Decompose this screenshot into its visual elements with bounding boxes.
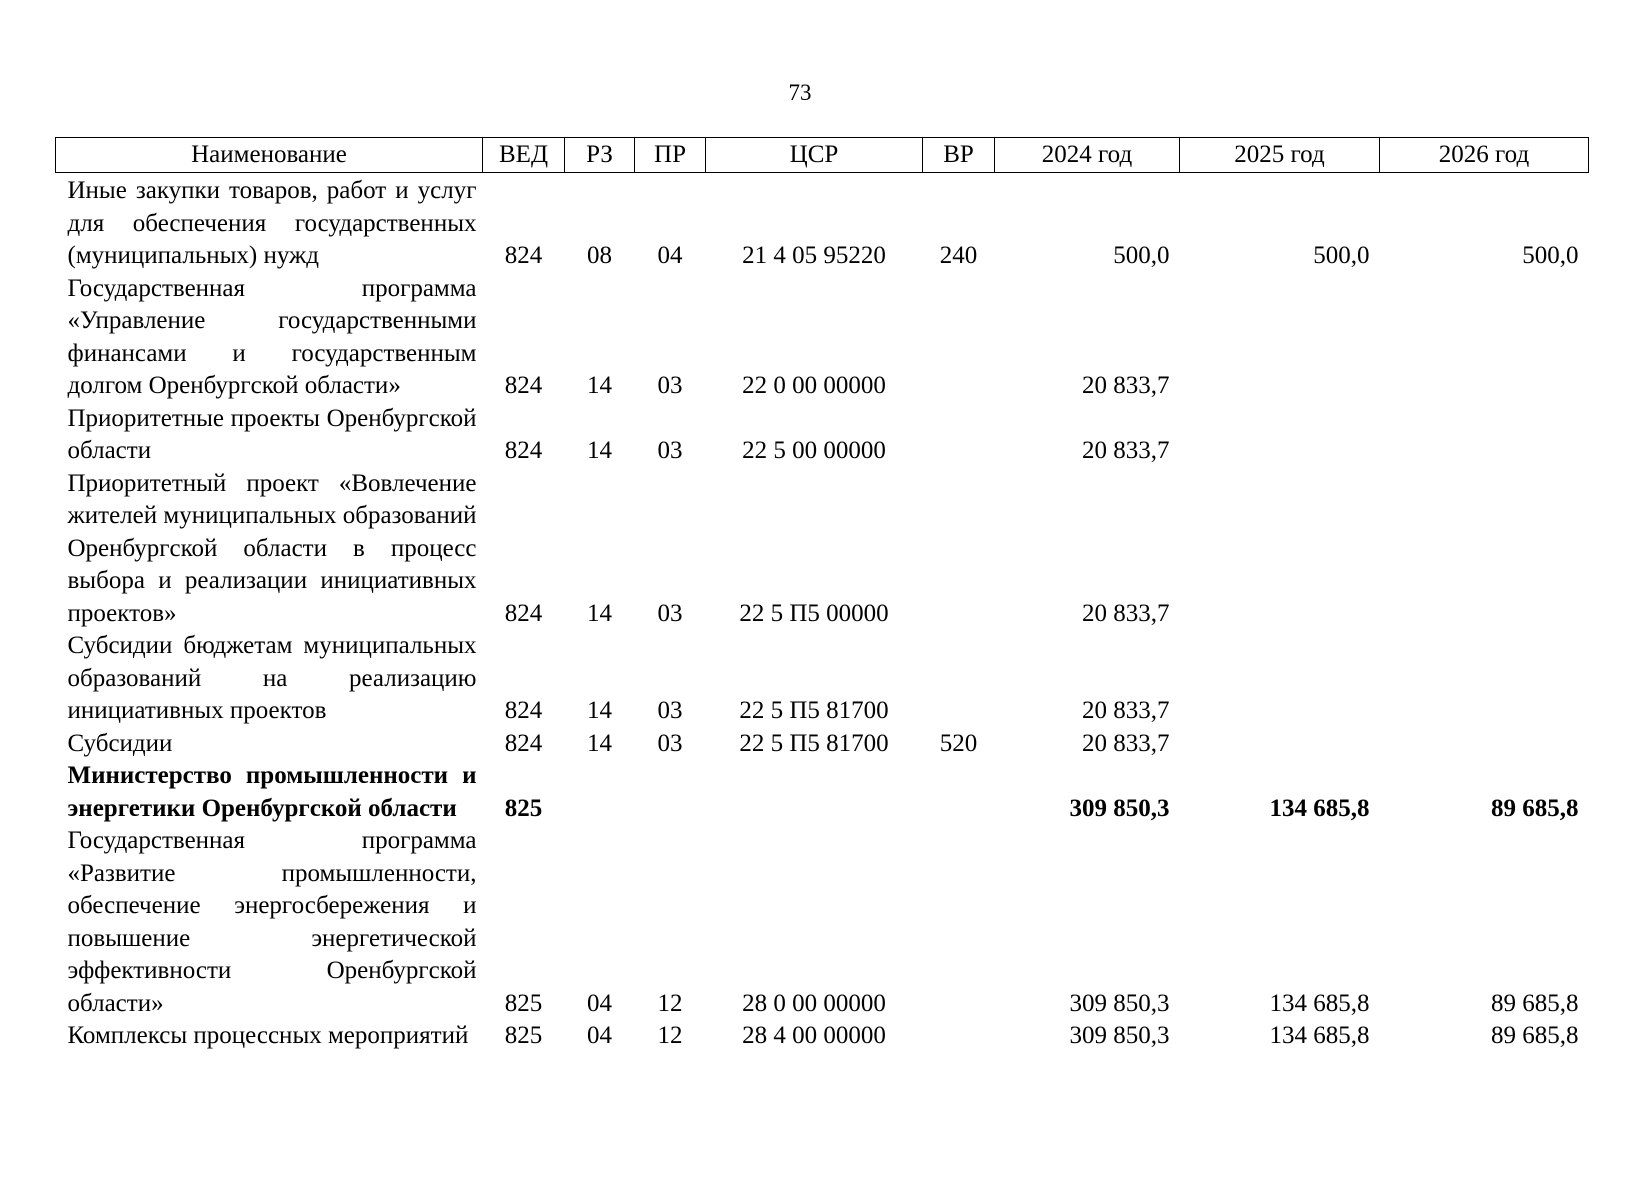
budget-table: [55, 137, 1589, 1053]
cell-2026: [1380, 403, 1589, 468]
table-header-row: [56, 138, 1589, 173]
cell-2024: 20 833,7: [1082, 372, 1170, 399]
cell-2026: 500,0: [1522, 242, 1579, 269]
cell-2024: 309 850,3: [1069, 1022, 1170, 1049]
cell-rz: 14: [587, 599, 612, 627]
table-row: [56, 630, 1589, 728]
cell-pr: 03: [657, 697, 683, 724]
cell-rz: 04: [587, 989, 612, 1017]
cell-2025: 134 685,8: [1269, 989, 1370, 1017]
column-header-rz: РЗ: [565, 138, 635, 173]
cell-rz: 14: [587, 372, 612, 399]
cell-csr: 22 5 П5 81700: [739, 697, 889, 724]
cell-ved: 825: [504, 989, 543, 1017]
cell-2026: [1380, 728, 1589, 761]
cell-2026: [1380, 630, 1589, 728]
column-header-2026: 2026 год: [1380, 138, 1589, 173]
cell-ved: 824: [504, 372, 543, 399]
cell-2025: 134 685,8: [1269, 794, 1370, 822]
table-row: [56, 273, 1589, 403]
cell-2026: [1380, 273, 1589, 403]
table-row: [56, 825, 1589, 1020]
cell-pr: 03: [657, 599, 683, 627]
table-row: [56, 403, 1589, 468]
cell-2025: [1180, 403, 1380, 468]
cell-vr: [923, 1020, 995, 1053]
cell-rz: 04: [587, 1022, 612, 1049]
cell-pr: [635, 760, 706, 825]
cell-name: Иные закупки товаров, работ и услуг для обеспечения государственных (муниципальных) нужд: [67, 177, 477, 269]
cell-2025: [1180, 728, 1380, 761]
cell-csr: 22 5 00 00000: [742, 437, 886, 464]
table-body: [56, 173, 1589, 1053]
column-header-name: Наименование: [56, 138, 483, 173]
column-header-2025: 2025 год: [1180, 138, 1380, 173]
cell-vr: [923, 468, 995, 631]
cell-vr: [923, 760, 995, 825]
cell-rz: 08: [587, 242, 612, 269]
cell-2026: 89 685,8: [1491, 1022, 1579, 1049]
cell-ved: 825: [504, 1022, 543, 1049]
cell-2024: 20 833,7: [1082, 599, 1170, 627]
cell-name: Приоритетные проекты Оренбургской области: [67, 404, 477, 464]
cell-rz: 14: [587, 729, 612, 757]
cell-pr: 03: [657, 437, 683, 464]
cell-rz: 14: [587, 437, 612, 464]
table-row: [56, 760, 1589, 825]
column-header-csr: ЦСР: [706, 138, 923, 173]
cell-2026: [1380, 468, 1589, 631]
cell-name: Субсидии бюджетам муниципальных образований на реализацию инициативных проектов: [67, 632, 477, 724]
cell-pr: 04: [657, 242, 683, 269]
cell-2024: 309 850,3: [1069, 989, 1170, 1017]
cell-ved: 824: [504, 437, 543, 464]
cell-csr: 22 0 00 00000: [742, 372, 886, 399]
cell-2025: [1180, 468, 1380, 631]
cell-csr: [706, 760, 923, 825]
cell-2024: 20 833,7: [1082, 697, 1170, 724]
cell-name: Приоритетный проект «Вовлечение жителей муниципальных образований Оренбургской области в процесс выбора и реализации инициативных проектов»: [67, 469, 477, 627]
cell-2024: 500,0: [1113, 242, 1170, 269]
cell-csr: 22 5 П5 81700: [739, 729, 889, 757]
cell-2025: [1180, 273, 1380, 403]
column-header-pr: ПР: [635, 138, 706, 173]
cell-ved: 824: [504, 697, 543, 724]
cell-name: Министерство промышленности и энергетики Оренбургской области: [67, 762, 477, 822]
cell-name: Комплексы процессных мероприятий: [67, 1022, 469, 1049]
column-header-ved: ВЕД: [483, 138, 565, 173]
cell-2026: 89 685,8: [1491, 989, 1579, 1017]
cell-2024: 20 833,7: [1082, 729, 1170, 757]
cell-2026: 89 685,8: [1491, 794, 1579, 822]
cell-name: Государственная программа «Развитие промышленности, обеспечение энергосбережения и повышение энергетической эффективности Оренбургской области»: [67, 827, 477, 1017]
cell-vr: [923, 273, 995, 403]
table-row: [56, 728, 1589, 761]
table-row: [56, 468, 1589, 631]
cell-vr: [923, 630, 995, 728]
cell-pr: 12: [657, 1022, 683, 1049]
cell-vr: [923, 403, 995, 468]
cell-2025: [1180, 630, 1380, 728]
cell-csr: 28 4 00 00000: [742, 1022, 886, 1049]
cell-csr: 28 0 00 00000: [742, 989, 886, 1017]
cell-ved: 824: [504, 242, 543, 269]
cell-pr: 12: [657, 989, 683, 1017]
table-row: [56, 1020, 1589, 1053]
cell-ved: 825: [504, 794, 543, 822]
table-row: [56, 173, 1589, 273]
cell-ved: 824: [504, 599, 543, 627]
column-header-vr: ВР: [923, 138, 995, 173]
cell-2025: 134 685,8: [1269, 1022, 1370, 1049]
page-number: 73: [788, 80, 812, 105]
cell-pr: 03: [657, 372, 683, 399]
cell-pr: 03: [657, 729, 683, 757]
cell-vr: 520: [939, 729, 978, 757]
cell-name: Субсидии: [67, 729, 173, 757]
cell-2025: 500,0: [1313, 242, 1370, 269]
cell-csr: 22 5 П5 00000: [739, 599, 889, 627]
cell-2024: 20 833,7: [1082, 437, 1170, 464]
cell-vr: [923, 825, 995, 1020]
cell-csr: 21 4 05 95220: [742, 242, 886, 269]
cell-name: Государственная программа «Управление государственными финансами и государственным долгом Оренбургской области»: [67, 274, 477, 399]
cell-ved: 824: [504, 729, 543, 757]
cell-rz: [565, 760, 635, 825]
column-header-2024: 2024 год: [995, 138, 1180, 173]
cell-rz: 14: [587, 697, 612, 724]
cell-2024: 309 850,3: [1069, 794, 1170, 822]
cell-vr: 240: [939, 242, 978, 269]
